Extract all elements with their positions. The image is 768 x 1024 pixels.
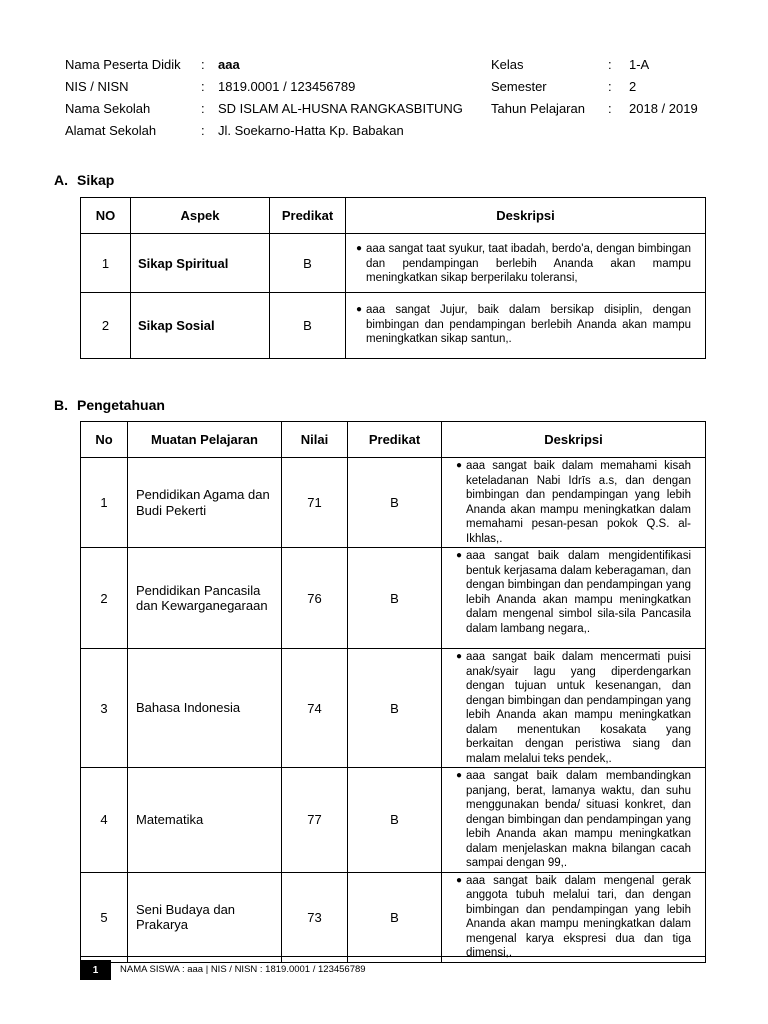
table-row bbox=[81, 649, 706, 768]
row-muatan: Pendidikan Agama dan Budi Pekerti bbox=[128, 458, 282, 548]
info-value-nis: 1819.0001 / 123456789 bbox=[218, 79, 356, 94]
footer-divider bbox=[80, 956, 705, 957]
row-muatan: Matematika bbox=[128, 768, 282, 873]
info-value-tahun: 2018 / 2019 bbox=[629, 101, 698, 116]
row-predikat: B bbox=[270, 293, 346, 359]
row-no: 3 bbox=[81, 649, 128, 768]
pengetahuan-table bbox=[80, 421, 706, 963]
row-deskripsi: ● aaa sangat Jujur, baik dalam bersikap disiplin, dengan bimbingan dan pendampingan berlebih Ananda akan mampu meningkatkan sikap santun,. bbox=[346, 293, 706, 359]
table-row bbox=[81, 458, 706, 548]
header-nilai: Nilai bbox=[282, 422, 348, 458]
info-row-alamat bbox=[65, 120, 463, 142]
page-number: 1 bbox=[80, 960, 111, 980]
row-nilai: 77 bbox=[282, 768, 348, 873]
header-deskripsi: Deskripsi bbox=[442, 422, 706, 458]
row-aspek: Sikap Sosial bbox=[131, 293, 270, 359]
row-predikat: B bbox=[348, 649, 442, 768]
info-row-kelas bbox=[491, 54, 698, 76]
info-colon: : bbox=[608, 57, 612, 72]
row-deskripsi: ● aaa sangat baik dalam mengidentifikasi bentuk kerjasama dalam keberagaman, dan dengan bimbingan dan pendampingan yang lebih Ananda akan mampu meningkatkan dalam mengenal simbol sila-sila Pancasila dalam lambang negara,. bbox=[442, 548, 706, 649]
student-info-left bbox=[65, 54, 463, 142]
info-label: Kelas bbox=[491, 57, 524, 72]
table-row bbox=[81, 872, 706, 962]
info-value-semester: 2 bbox=[629, 79, 637, 94]
section-title: Pengetahuan bbox=[77, 397, 165, 413]
row-no: 1 bbox=[81, 458, 128, 548]
row-predikat: B bbox=[270, 234, 346, 293]
info-colon: : bbox=[201, 79, 205, 94]
sikap-table bbox=[80, 197, 706, 359]
info-row-nama bbox=[65, 54, 463, 76]
info-label: Tahun Pelajaran bbox=[491, 101, 585, 116]
info-row-tahun bbox=[491, 98, 698, 120]
info-colon: : bbox=[201, 57, 205, 72]
info-colon: : bbox=[608, 101, 612, 116]
row-nilai: 73 bbox=[282, 872, 348, 962]
section-letter: B. bbox=[54, 397, 68, 413]
info-value-sekolah: SD ISLAM AL-HUSNA RANGKASBITUNG bbox=[218, 101, 463, 116]
student-info-right bbox=[491, 54, 698, 120]
table-row bbox=[81, 234, 706, 293]
row-predikat: B bbox=[348, 548, 442, 649]
info-row-nis bbox=[65, 76, 463, 98]
row-deskripsi: ● aaa sangat baik dalam mengenal gerak anggota tubuh melalui tari, dan dengan bimbingan dan pendampingan yang lebih Ananda akan mampu meningkatkan dalam mengenal karya ekspresi dua dan tiga dimensi,. bbox=[442, 872, 706, 962]
row-deskripsi: ● aaa sangat taat syukur, taat ibadah, berdo'a, dengan bimbingan dan pendampingan berlebih Ananda akan mampu meningkatkan sikap berperilaku toleransi, bbox=[346, 234, 706, 293]
table-header-row bbox=[81, 198, 706, 234]
info-value-kelas: 1-A bbox=[629, 57, 650, 72]
bullet-icon: ● bbox=[455, 550, 463, 561]
bullet-icon: ● bbox=[455, 874, 463, 886]
section-title: Sikap bbox=[77, 172, 115, 188]
row-predikat: B bbox=[348, 872, 442, 962]
info-row-semester bbox=[491, 76, 698, 98]
row-aspek: Sikap Spiritual bbox=[131, 234, 270, 293]
bullet-icon: ● bbox=[455, 460, 463, 471]
header-no: NO bbox=[81, 198, 131, 234]
row-muatan: Bahasa Indonesia bbox=[128, 649, 282, 768]
row-no: 2 bbox=[81, 548, 128, 649]
section-heading-pengetahuan bbox=[54, 397, 165, 413]
table-row bbox=[81, 768, 706, 873]
row-muatan: Pendidikan Pancasila dan Kewarganegaraan bbox=[128, 548, 282, 649]
info-value-alamat: Jl. Soekarno-Hatta Kp. Babakan bbox=[218, 123, 404, 138]
bullet-icon: ● bbox=[355, 243, 363, 254]
info-value-nama: aaa bbox=[218, 57, 240, 72]
section-letter: A. bbox=[54, 172, 68, 188]
header-no: No bbox=[81, 422, 128, 458]
row-nilai: 76 bbox=[282, 548, 348, 649]
info-label: Alamat Sekolah bbox=[65, 123, 157, 138]
table-row bbox=[81, 548, 706, 649]
info-colon: : bbox=[608, 79, 612, 94]
row-no: 5 bbox=[81, 872, 128, 962]
bullet-icon: ● bbox=[455, 651, 463, 662]
row-predikat: B bbox=[348, 768, 442, 873]
row-deskripsi: ● aaa sangat baik dalam memahami kisah keteladanan Nabi Idrīs a.s, dan dengan bimbingan dan pendampingan yang lebih Ananda akan mampu meningkatkan dalam memahami pesan-pesan pokok Q.S. al-Ikhlas,. bbox=[442, 458, 706, 548]
bullet-icon: ● bbox=[355, 304, 363, 315]
section-heading-sikap bbox=[54, 172, 114, 188]
info-label: Nama Peserta Didik bbox=[65, 57, 181, 72]
info-row-sekolah bbox=[65, 98, 463, 120]
table-row bbox=[81, 293, 706, 359]
row-no: 2 bbox=[81, 293, 131, 359]
row-nilai: 71 bbox=[282, 458, 348, 548]
table-header-row bbox=[81, 422, 706, 458]
header-deskripsi: Deskripsi bbox=[346, 198, 706, 234]
row-muatan: Seni Budaya dan Prakarya bbox=[128, 872, 282, 962]
row-no: 4 bbox=[81, 768, 128, 873]
header-predikat: Predikat bbox=[270, 198, 346, 234]
bullet-icon: ● bbox=[455, 770, 463, 781]
info-colon: : bbox=[201, 101, 205, 116]
info-label: Nama Sekolah bbox=[65, 101, 151, 116]
row-predikat: B bbox=[348, 458, 442, 548]
row-no: 1 bbox=[81, 234, 131, 293]
header-aspek: Aspek bbox=[131, 198, 270, 234]
info-colon: : bbox=[201, 123, 205, 138]
row-deskripsi: ● aaa sangat baik dalam mencermati puisi anak/syair lagu yang diperdengarkan dengan tujuan untuk kesenangan, dan dengan bimbingan dan pendampingan yang lebih Ananda akan mampu meningkatkan dalam menentukan kosakata yang berkaitan dengan peristiwa siang dan malam melalui teks pendek,. bbox=[442, 649, 706, 768]
info-label: NIS / NISN bbox=[65, 79, 129, 94]
info-label: Semester bbox=[491, 79, 547, 94]
header-predikat: Predikat bbox=[348, 422, 442, 458]
row-deskripsi: ● aaa sangat baik dalam membandingkan panjang, berat, lamanya waktu, dan suhu menggunakan benda/ situasi konkret, dan dengan bimbingan dan pendampingan yang lebih Ananda akan mampu meningkatkan dalam menjelaskan makna bilangan cacah sampai dengan 99,. bbox=[442, 768, 706, 873]
row-nilai: 74 bbox=[282, 649, 348, 768]
footer-student-info: NAMA SISWA : aaa | NIS / NISN : 1819.0001 / 123456789 bbox=[120, 964, 366, 975]
header-muatan: Muatan Pelajaran bbox=[128, 422, 282, 458]
